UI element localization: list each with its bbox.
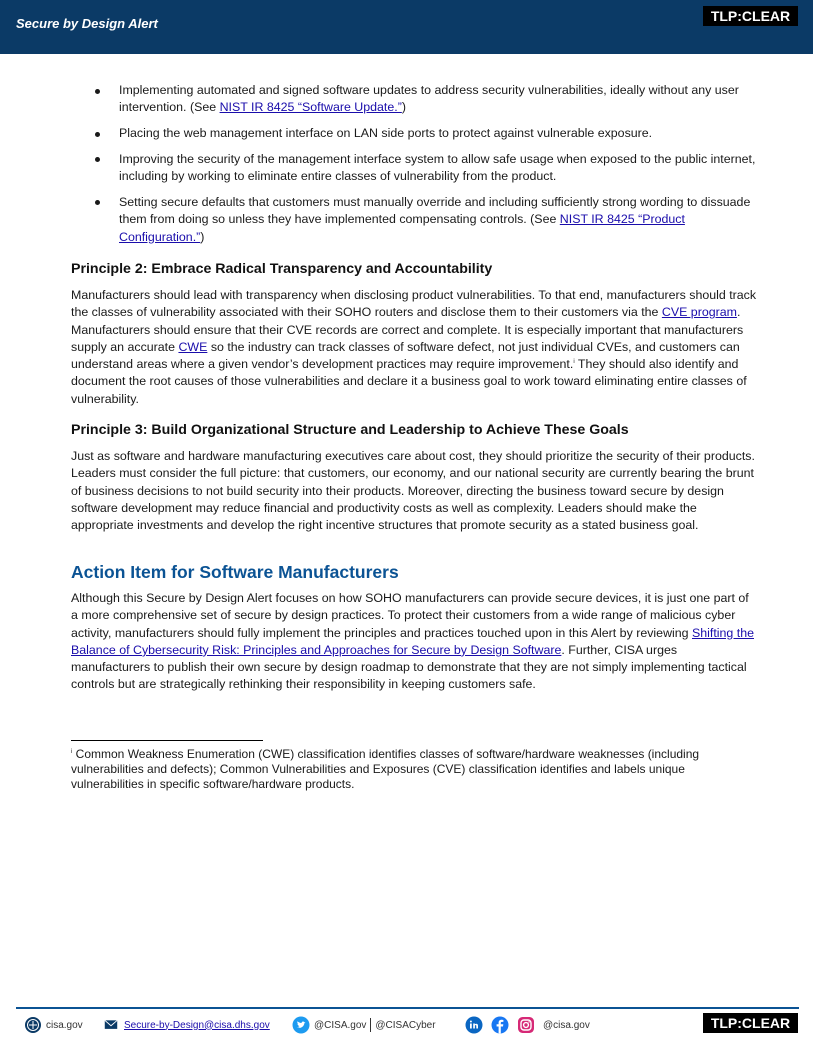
bullet-text: ): [401, 100, 406, 115]
footer-email-link[interactable]: [102, 1014, 270, 1036]
bullet-text: Placing the web management interface on LAN side ports to protect against vulnerable exposure.: [119, 126, 653, 141]
action-item-heading: Action Item for Software Manufacturers: [71, 562, 399, 582]
footer-social-links[interactable]: [465, 1014, 590, 1036]
cve-program-link[interactable]: CVE program: [661, 305, 737, 320]
footer-divider: [16, 1007, 799, 1009]
bullet-text: Improving the security of the management interface system to allow safe usage when exposed to the public internet, including by working to eliminate entire classes of vulnerability from the product.: [119, 151, 756, 184]
footer-cisa-text: cisa.gov: [46, 1019, 83, 1031]
twitter-handle-2: @CISACyber: [375, 1019, 436, 1031]
bullet-text: Implementing automated and signed software updates to address security vulnerabilities, ideally without any user intervention. (See: [119, 83, 739, 115]
footnote-marker[interactable]: i: [573, 359, 575, 366]
list-item: [71, 151, 759, 186]
paragraph-text: Manufacturers should lead with transparency when disclosing product vulnerabilities. To that end, manufacturers should track the classes of vulnerability associated with their SOHO routers and disclose them to their customers via the: [71, 288, 757, 320]
nist-product-configuration-link[interactable]: NIST IR 8425 “Product Configuration.”: [119, 212, 685, 244]
envelope-icon: [102, 1018, 120, 1032]
principle-3-heading: Principle 3: Build Organizational Structure and Leadership to Achieve These Goals: [71, 422, 629, 438]
facebook-icon[interactable]: [491, 1016, 509, 1034]
paragraph-text: Although this Secure by Design Alert focuses on how SOHO manufacturers can provide secure devices, it is just one part of a more comprehensive set of secure by design practices. To protect their customers from a wide range of malicious cyber activity, manufacturers should fully implement the principles and practices touched upon in this Alert by reviewing: [71, 591, 749, 640]
footnote-text: Common Weakness Enumeration (CWE) classification identifies classes of software/hardware weaknesses (including vulnerabilities and defects); Common Vulnerabilities and Exposures (CVE) classification identifies and labels unique vulnerabilities in specific software/hardware products.: [71, 747, 700, 791]
linkedin-icon[interactable]: [465, 1016, 483, 1034]
tlp-label-top: TLP:CLEAR: [703, 6, 798, 26]
bullet-text: Setting secure defaults that customers must manually override and including sufficiently strong wording to dissuade them from doing so unless they have implemented compensating controls. (See: [119, 194, 751, 227]
footnote-number: i: [71, 749, 73, 755]
instagram-icon[interactable]: [517, 1016, 535, 1034]
document-series-title: Secure by Design Alert: [16, 16, 158, 31]
list-item: [71, 125, 759, 142]
principle-3-paragraph: Just as software and hardware manufacturing executives care about cost, they should prioritize the security of their products. Leaders must consider the full picture: that customers, our economy, and our national security are currently bearing the brunt of business decisions to not build security into their products. Moreover, directing the business toward secure by design software development may reduce financial and productivity costs as well as complexity. Leaders should make the appropriate investments and develop the right incentive structures that promote security as a stated business goal.: [71, 449, 755, 533]
footer-cisa-link[interactable]: [24, 1014, 83, 1036]
paragraph-text: . Further, CISA urges manufacturers to publish their own secure by design roadmap to demonstrate that they are not simply implementing tactical controls but are strategically rethinking their responsibility in keeping customers safe.: [71, 642, 747, 692]
cwe-link[interactable]: CWE: [178, 339, 208, 354]
cisa-seal-icon: [24, 1016, 42, 1034]
nist-software-update-link[interactable]: NIST IR 8425 “Software Update.”: [219, 100, 402, 115]
principle-2-paragraph: [71, 287, 759, 408]
footer-twitter-links[interactable]: [292, 1014, 436, 1036]
footnote-divider: [71, 740, 263, 741]
page-header: [0, 0, 813, 54]
paragraph-text: so the industry can track classes of software defect, not just individual CVEs, and customers can understand areas where a given vendor’s development practices may require improvement.: [71, 339, 740, 372]
footer-email-text: Secure-by-Design@cisa.dhs.gov: [124, 1019, 270, 1031]
social-handle: @cisa.gov: [543, 1019, 590, 1031]
twitter-icon: [292, 1016, 310, 1034]
handle-separator: [370, 1018, 371, 1032]
bullet-text: ): [200, 229, 205, 244]
bullet-list: [71, 82, 759, 254]
paragraph-text: . Manufacturers should ensure that their CVE records are correct and complete. It is especially important that manufacturers supply an accurate: [71, 305, 744, 354]
principle-2-heading: Principle 2: Embrace Radical Transparency and Accountability: [71, 261, 493, 277]
action-item-paragraph: [71, 590, 759, 694]
list-item: [71, 82, 759, 117]
shifting-balance-link[interactable]: Shifting the Balance of Cybersecurity Risk: Principles and Approaches for Secure by Design Software: [71, 625, 754, 657]
tlp-label-bottom: TLP:CLEAR: [703, 1013, 798, 1033]
list-item: [71, 194, 759, 246]
footnote: [71, 747, 751, 792]
twitter-handle-1: @CISA.gov: [314, 1019, 367, 1031]
paragraph-text: They should also identify and document the root causes of those vulnerabilities and declare it a business goal to work toward eliminating entire classes of vulnerability.: [71, 357, 747, 406]
